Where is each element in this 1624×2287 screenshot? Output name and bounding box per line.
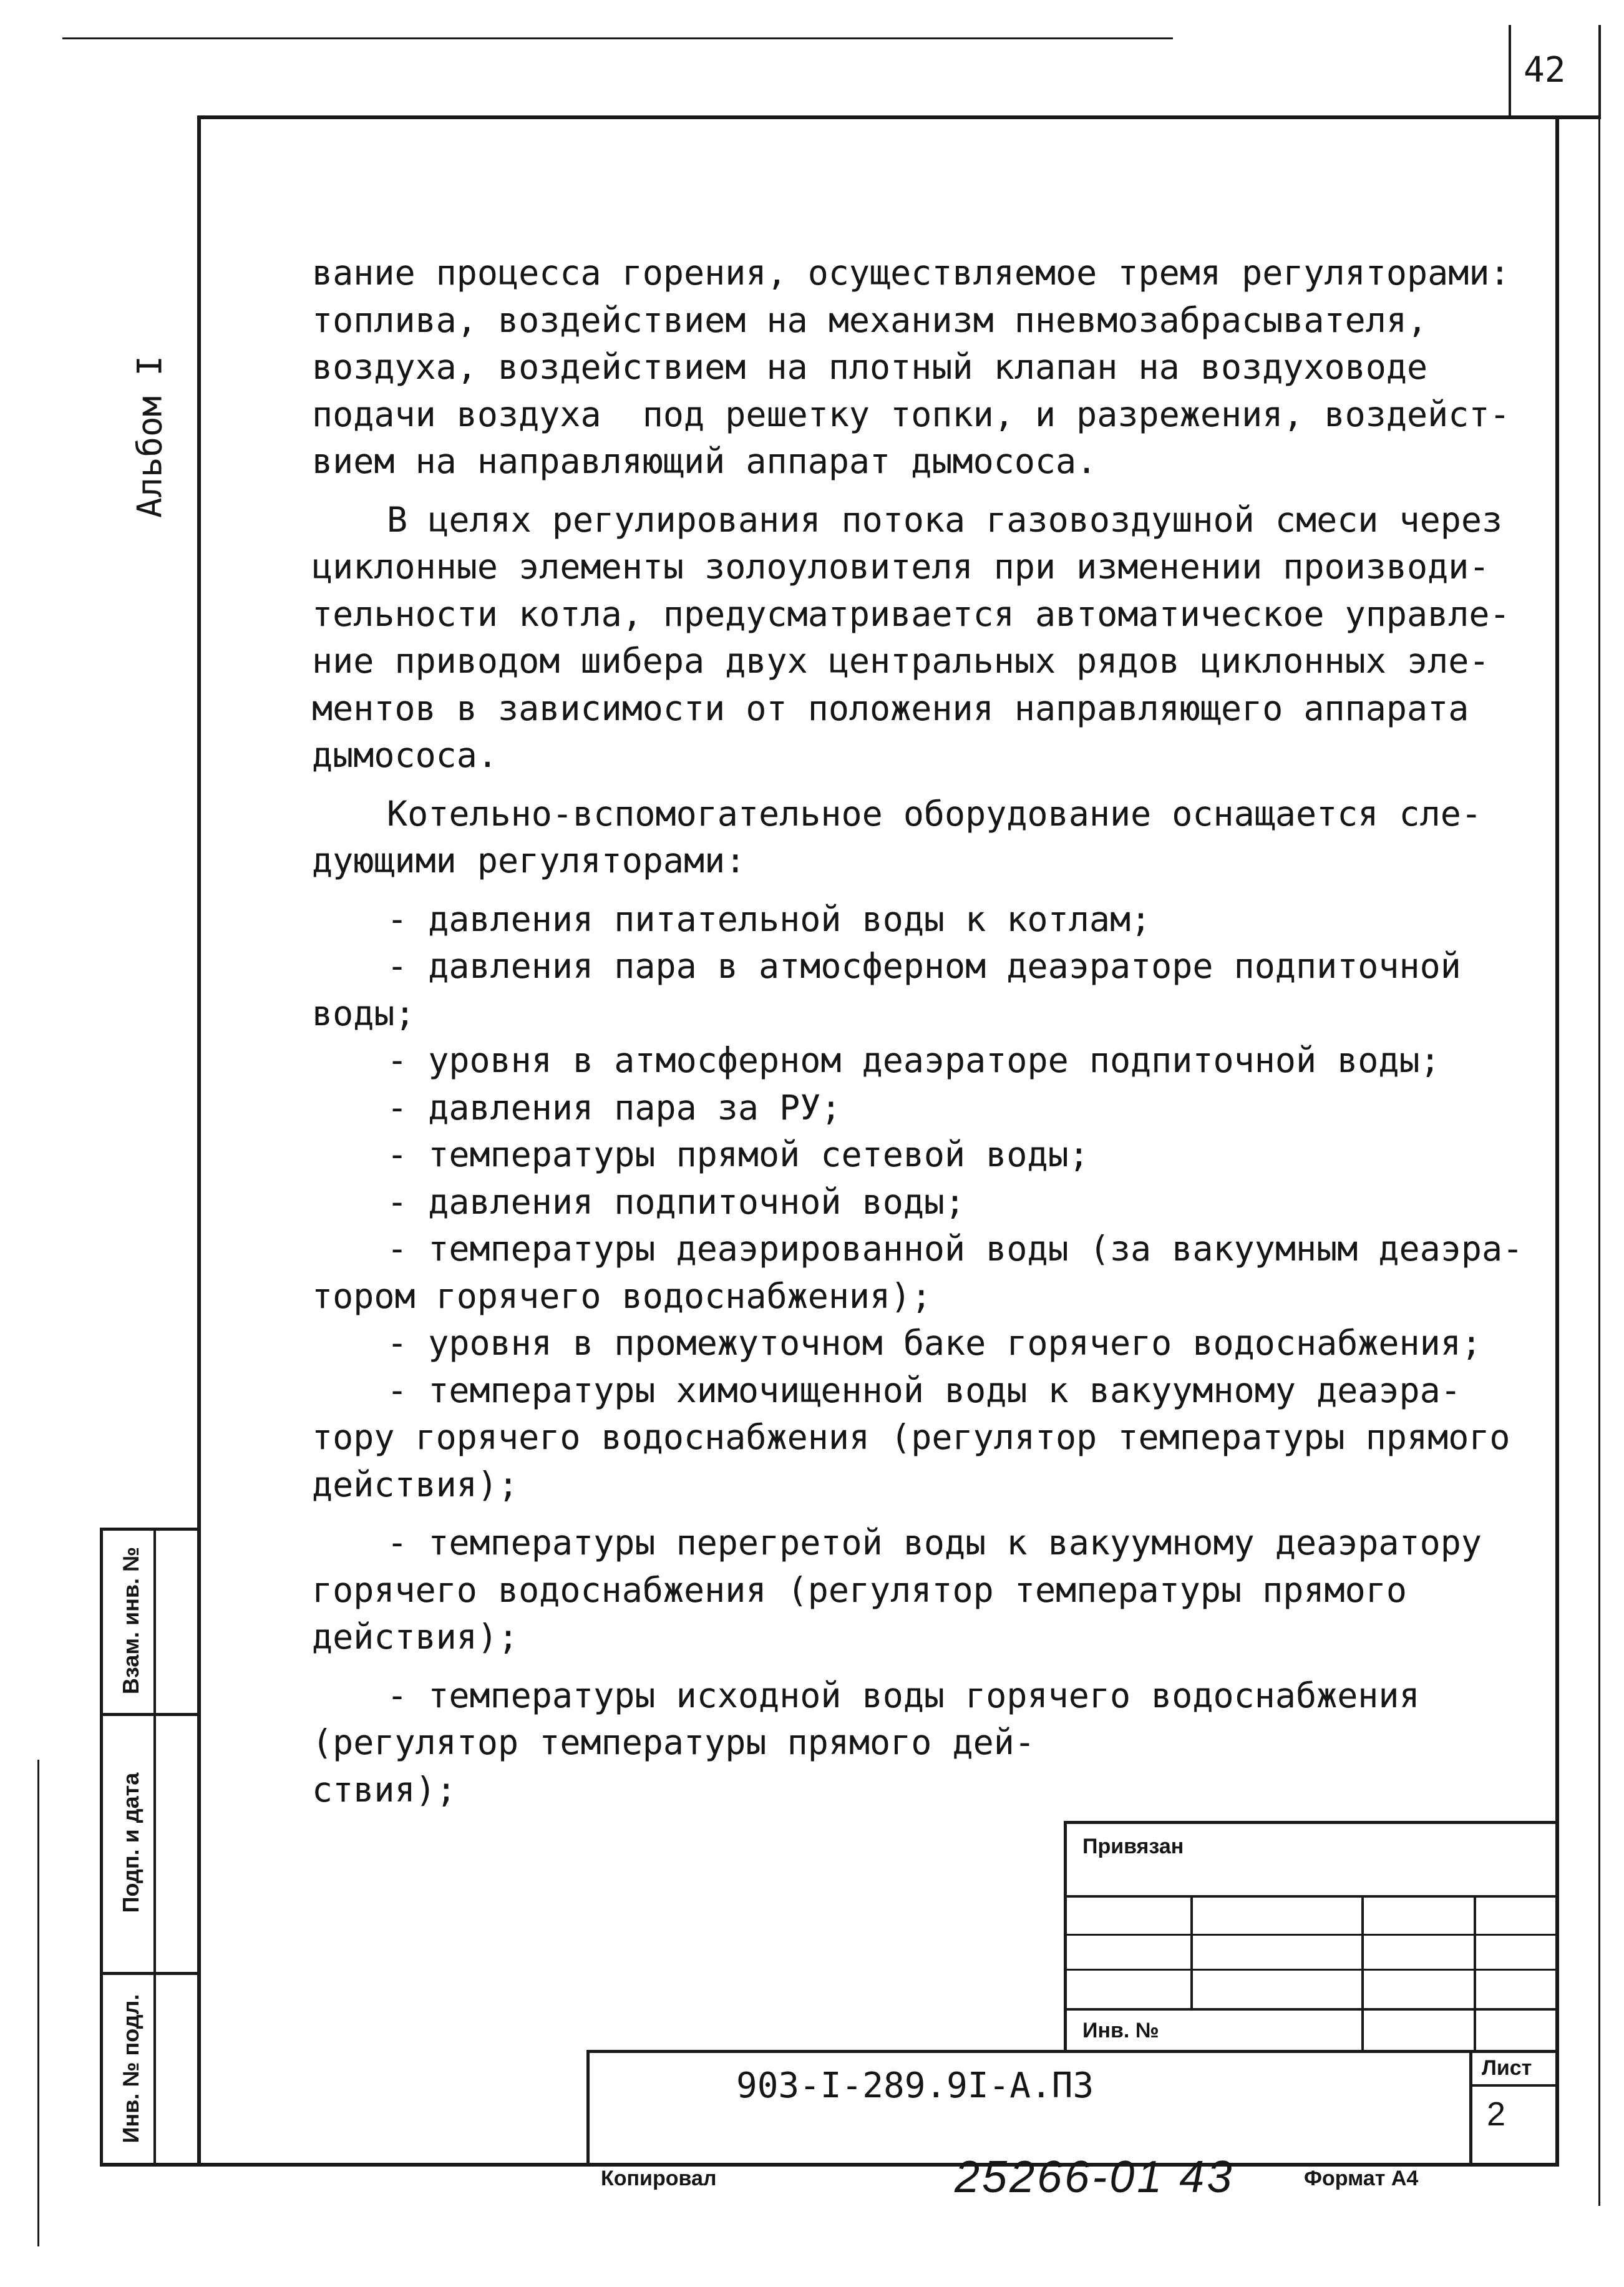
paragraph-gap [312,1508,1466,1519]
page-number: 42 [1524,50,1566,90]
body-line: подачи воздуха под решетку топки, и разрежения, воздейст- [312,394,1510,434]
body-line: тором горячего водоснабжения); [312,1275,932,1316]
paragraph-gap [312,885,1466,896]
body-line: воды; [312,993,416,1033]
stamp-strip-top [100,1528,200,1531]
body-line: - температуры перегретой воды к вакуумному деаэратору [387,1523,1482,1563]
format-label: Формат А4 [1304,2167,1419,2190]
order-number: 25266-01 43 [955,2152,1235,2202]
body-line: В целях регулирования потока газовоздушной смеси через [387,499,1503,540]
body-line: - давления подпиточной воды; [387,1181,966,1222]
frame-left [197,115,201,2165]
stamp-strip-outer [100,1528,103,2165]
body-line: - давления пара в атмосферном деаэраторе подпиточной [387,946,1461,986]
paragraph-gap [312,485,1466,497]
sheet-label: Лист [1482,2056,1532,2080]
body-line: вание процесса горения, осуществляемое тремя регуляторами: [312,253,1510,293]
body-line: - температуры прямой сетевой воды; [387,1134,1089,1174]
bound-table-col-2 [1361,1895,1364,2051]
bound-table-col-3 [1474,1895,1476,2051]
page-number-box-left [1509,25,1511,119]
stamp-strip-inner [153,1528,156,2165]
document-code: 903-I-289.9I-А.ПЗ [736,2065,1094,2106]
body-line: ние приводом шибера двух центральных рядов циклонных эле- [312,641,1490,681]
sheet-cell-left [1469,2050,1472,2165]
body-line: топлива, воздействием на механизм пневмозабрасывателя, [312,300,1428,340]
stamp-strip-div-2 [100,1972,200,1975]
frame-right [1555,115,1559,2165]
body-line: вием на направляющий аппарат дымососа. [312,441,1097,481]
copied-label: Копировал [601,2167,717,2190]
body-line: ментов в зависимости от положения направляющего аппарата [312,688,1469,728]
body-line: дующими регуляторами: [312,841,746,880]
code-strip-left [586,2050,590,2165]
body-line: - температуры исходной воды горячего водоснабжения [387,1675,1420,1715]
body-line: тельности котла, предусматривается автоматическое управле- [312,593,1510,634]
paragraph-gap [312,1661,1466,1672]
body-line: действия); [312,1464,519,1504]
bound-table-top [1065,1821,1558,1824]
body-line: - давления пара за РУ; [387,1087,842,1128]
side-label-sign-date: Подп. и дата [118,1772,143,1913]
body-line: дымососа. [312,735,498,775]
page-number-box-right [1598,25,1601,119]
side-label-inv-replaced: Взам. инв. № [118,1546,143,1695]
body-line: - температуры химочищенной воды к вакуумному деаэра- [387,1370,1461,1410]
paragraph-gap [312,779,1466,791]
sheet-cell-divider [1469,2084,1558,2087]
inv-no-label: Инв. № [1082,2019,1159,2042]
album-label: Альбом I [130,355,170,519]
stamp-strip-div-1 [100,1713,200,1716]
bound-table-row-3 [1065,1969,1558,1971]
top-edge-line [62,37,1173,39]
body-line: ствия); [312,1769,457,1810]
body-line: - температуры деаэрированной воды (за вакуумным деаэра- [387,1229,1524,1269]
bound-table-left [1064,1821,1067,2052]
body-line: - уровня в промежуточном баке горячего водоснабжения; [387,1323,1482,1363]
frame-right-outer [1598,115,1600,2206]
bound-table-row-4 [1065,2008,1558,2011]
code-strip-top [588,2050,1558,2053]
bound-table-row-1 [1065,1895,1558,1898]
left-trim-line [37,1760,39,2246]
body-line: - давления питательной воды к котлам; [387,899,1152,939]
body-line: (регулятор температуры прямого дей- [312,1722,1035,1762]
side-label-inv-original: Инв. № подл. [118,1994,143,2143]
body-line: Котельно-вспомогательное оборудование оснащается сле- [387,793,1482,834]
sheet-number: 2 [1487,2095,1506,2133]
body-text [312,250,1524,1813]
body-line: тору горячего водоснабжения (регулятор температуры прямого [312,1417,1510,1457]
body-line: действия); [312,1617,519,1657]
frame-top [198,115,1601,119]
body-line: воздуха, воздействием на плотный клапан на воздуховоде [312,347,1428,387]
bound-label: Привязан [1082,1835,1184,1858]
bound-table-col-1 [1190,1895,1193,2011]
body-line: горячего водоснабжения (регулятор температуры прямого [312,1569,1407,1610]
body-line: циклонные элементы золоуловителя при изменении производи- [312,547,1490,587]
body-line: - уровня в атмосферном деаэраторе подпиточной воды; [387,1040,1441,1080]
bound-table-row-2 [1065,1934,1558,1936]
